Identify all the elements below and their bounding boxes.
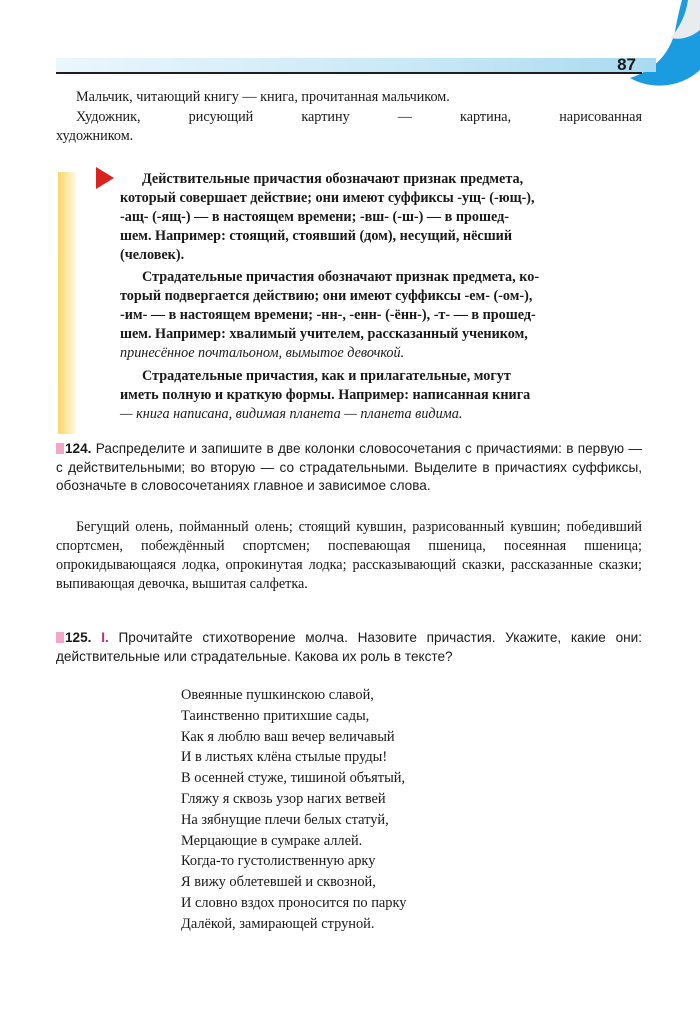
exercise-part-label: I. xyxy=(101,630,109,645)
poem-line: Таинственно притихшие сады, xyxy=(181,707,370,724)
poem-line: Я вижу облетевшей и сквозной, xyxy=(181,874,376,891)
rule-highlight-bar xyxy=(58,172,76,434)
poem-line: Гляжу я сквозь узор нагих ветвей xyxy=(181,790,386,807)
rule-pointer-icon xyxy=(96,167,114,189)
poem-line: На зябнущие плечи белых статуй, xyxy=(181,811,389,828)
intro-example-1: Мальчик, читающий книгу — книга, прочитанная мальчиком. xyxy=(76,89,450,105)
header-rule xyxy=(56,72,642,74)
rule-paragraph-1: Действительные причастия обозначают признак предмета, который совершает действие; они имеют суффиксы -ущ- (-ющ-), -ащ- (-ящ-) — в настоящем времени; -вш- (-ш-) — в прошед- шем. Например: стоящий, стоявший (дом), несущий, нёсший (человек). xyxy=(120,171,535,263)
poem-line: Как я люблю ваш вечер величавый xyxy=(181,728,395,745)
rule-paragraph-3: Страдательные причастия, как и прилагательные, могут иметь полную и краткую формы. Например: написанная книга — книга написана, видимая планета — планета видима. xyxy=(120,368,531,422)
exercise-number: 124. xyxy=(65,441,92,456)
exercise-124-task: 124. Распределите и запишите в две колонки словосочетания с причастиями: в первую — с действительными; во вторую — со страдательными. Выделите в причастиях суффиксы, обозначьте в словосочетаниях главное и зависимое слова. xyxy=(56,441,643,493)
page-number: 87 xyxy=(617,55,636,74)
poem xyxy=(181,685,406,935)
exercise-marker-icon xyxy=(56,632,64,643)
poem-line: Далёкой, замирающей струной. xyxy=(181,915,375,932)
exercise-number: 125. xyxy=(65,630,92,645)
poem-line: В осенней стуже, тишиной объятый, xyxy=(181,770,406,787)
rule-paragraph-2: Страдательные причастия обозначают признак предмета, ко- торый подвергается действию; они имеют суффиксы -ем- (-ом-), -им- — в настоящем времени; -нн-, -енн- (-ённ-), -т- — в прошед- шем. Например: хвалимый учителем, рассказанный учеником, принесённое почтальоном, вымытое девочкой. xyxy=(120,269,540,361)
poem-line: Когда-то густолиственную арку xyxy=(181,853,376,870)
poem-line: Овеянные пушкинскою славой, xyxy=(181,687,374,703)
poem-line: И словно вздох проносится по парку xyxy=(181,894,407,911)
poem-line: Мерцающие в сумраке аллей. xyxy=(181,832,363,849)
exercise-124-text: Бегущий олень, пойманный олень; стоящий кувшин, разрисованный кувшин; победивший спортсмен, побеждённый спортсмен; поспевающая пшеница, посеянная пшеница; опрокидывающаяся лодка, опрокинутая лодка; рассказывающий сказки, рассказанные сказки; выпивающая девочка, вышитая салфетка. xyxy=(56,519,642,592)
intro-example-2: Художник, рисующий картину — картина, нарисованная художником. xyxy=(56,109,642,144)
exercise-marker-icon xyxy=(56,443,64,454)
exercise-125-task: 125. I. Прочитайте стихотворение молча. Назовите причастия. Укажите, какие они: действительные или страдательные. Какова их роль в тексте? xyxy=(56,630,643,664)
poem-line: И в листьях клёна стылые пруды! xyxy=(181,749,388,766)
header-band xyxy=(56,58,656,72)
